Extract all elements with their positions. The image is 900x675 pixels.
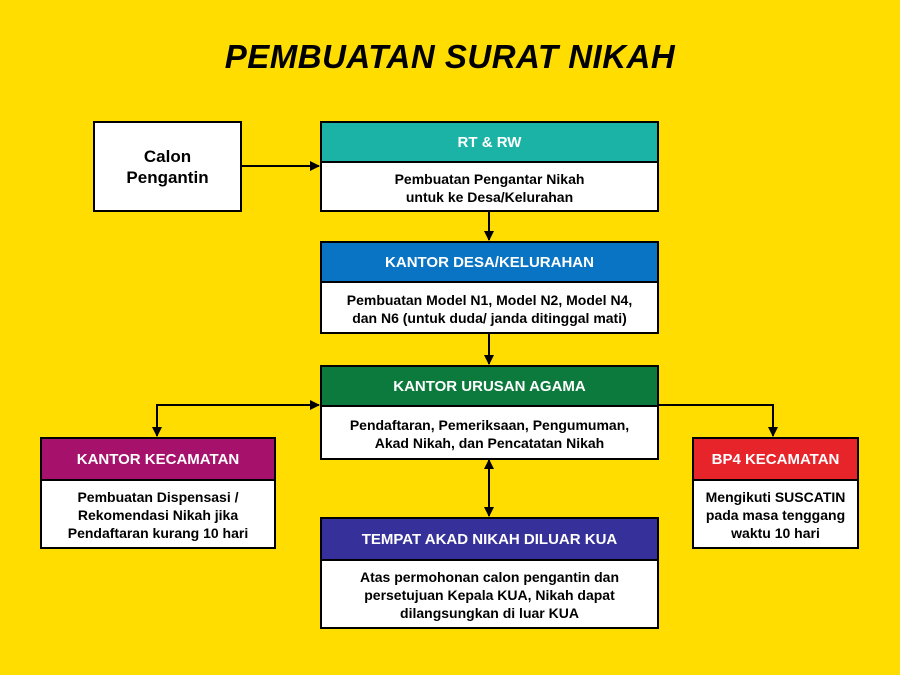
kua-desc: Pendaftaran, Pemeriksaan, Pengumuman, Akad Nikah, dan Pencatatan Nikah <box>349 416 630 451</box>
rt-rw-desc: Pembuatan Pengantar Nikah untuk ke Desa/Kelurahan <box>394 170 585 205</box>
luar-kua-title: TEMPAT AKAD NIKAH DILUAR KUA <box>322 519 657 561</box>
luar-kua-desc: Atas permohonan calon pengantin dan persetujuan Kepala KUA, Nikah dapat dilangsungkan di luar KUA <box>359 569 620 621</box>
bp4-desc: Mengikuti SUSCATIN pada masa tenggang waktu 10 hari <box>705 489 846 541</box>
kantor-desa-box <box>320 241 659 334</box>
diagram-title: PEMBUATAN SURAT NIKAH <box>224 38 676 75</box>
luar-kua-box <box>320 517 659 629</box>
rt-rw-box <box>320 121 659 212</box>
arrow-kua-to-bp4 <box>658 405 773 436</box>
kantor-kecamatan-box <box>40 437 276 549</box>
kua-box <box>320 365 659 460</box>
kantor-kecamatan-title: KANTOR KECAMATAN <box>42 439 274 481</box>
kantor-desa-desc: Pembuatan Model N1, Model N2, Model N4, dan N6 (untuk duda/ janda ditinggal mati) <box>346 291 633 326</box>
kantor-kecamatan-desc: Pembuatan Dispensasi / Rekomendasi Nikah jika Pendaftaran kurang 10 hari <box>67 489 249 541</box>
kantor-desa-title: KANTOR DESA/KELURAHAN <box>322 243 657 283</box>
calon-pengantin-box: Calon Pengantin <box>93 121 242 212</box>
bp4-box <box>692 437 859 549</box>
rt-rw-title: RT & RW <box>322 123 657 163</box>
arrow-kua-kecamatan <box>157 405 319 436</box>
bp4-title: BP4 KECAMATAN <box>694 439 857 481</box>
kua-title: KANTOR URUSAN AGAMA <box>322 367 657 407</box>
